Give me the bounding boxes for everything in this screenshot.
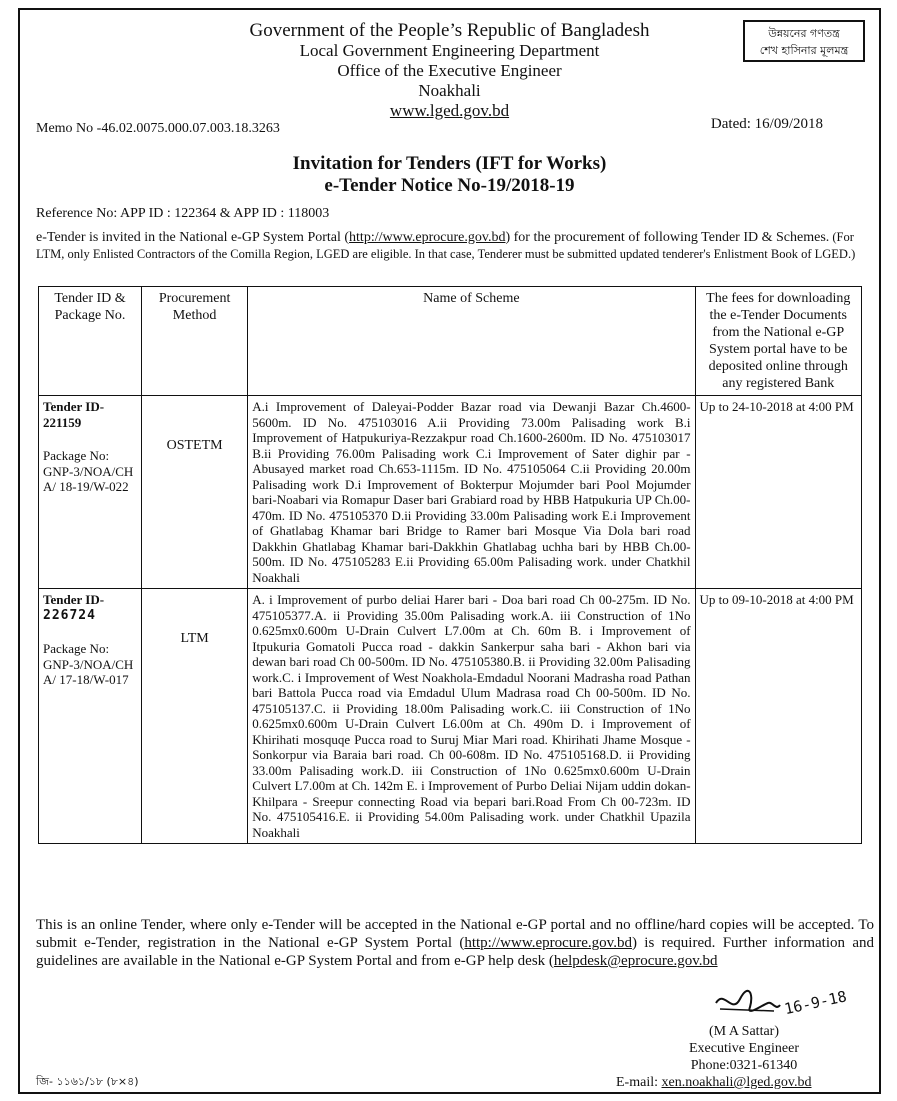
tender-id-handwritten: 226724	[43, 607, 96, 623]
header-procurement-method: Procurement Method	[141, 287, 247, 396]
tender-id-label: Tender ID-	[43, 399, 105, 414]
signatory-block	[614, 1023, 874, 1074]
notice-date: Dated: 16/09/2018	[710, 116, 823, 132]
table-row	[39, 396, 862, 589]
slogan-line-2: শেখ হাসিনার মূলমন্ত্র	[759, 44, 849, 57]
header-tender-id: Tender ID & Package No.	[39, 287, 142, 396]
procurement-method: OSTETM	[141, 396, 247, 589]
print-code: জি- ১১৬১/১৮ (৮×৪)	[36, 1075, 139, 1088]
signatory-phone: Phone:0321-61340	[690, 1058, 798, 1073]
package-number: Package No: GNP-3/NOA/CH A/ 17-18/W-017	[43, 641, 134, 687]
notice-page	[18, 8, 881, 1094]
department-name: Local Government Engineering Department	[299, 41, 600, 60]
procurement-method: LTM	[141, 589, 247, 844]
memo-number: Memo No -46.02.0075.000.07.003.18.3263	[36, 121, 280, 136]
tender-table	[38, 286, 862, 844]
footer-text-2: ) is required. Further information and guidelines are available in the National e-GP System Portal and from e-GP help desk (	[36, 935, 875, 969]
signatory-designation: Executive Engineer	[688, 1041, 799, 1056]
portal-link[interactable]: http://www.eprocure.gov.bd	[349, 230, 506, 245]
signatory-name: (M A Sattar)	[709, 1024, 779, 1039]
tender-id-label: Tender ID-	[43, 592, 105, 607]
slogan-box	[743, 20, 865, 62]
table-header-row	[39, 287, 862, 396]
title-line-2: e-Tender Notice No-19/2018-19	[324, 175, 575, 196]
email-label: E-mail:	[616, 1075, 662, 1090]
package-number: Package No: GNP-3/NOA/CH A/ 18-19/W-022	[43, 448, 134, 494]
signatory-email-line	[616, 1075, 812, 1091]
deadline: Up to 24-10-2018 at 4:00 PM	[695, 396, 861, 589]
reference-number: Reference No: APP ID : 122364 & APP ID : 118003	[36, 206, 330, 221]
notice-title	[20, 153, 879, 197]
footer-text-1: This is an online Tender, where only e-Tender will be accepted in the National e-GP portal and no offline/hard copies will be accepted. To submit e-Tender, registration in the National e-GP System Portal (	[36, 917, 874, 951]
signature-date: 16-9-18	[782, 987, 849, 1019]
title-line-1: Invitation for Tenders (IFT for Works)	[292, 153, 607, 174]
signatory-email-link[interactable]: xen.noakhali@lged.gov.bd	[661, 1075, 812, 1090]
footer-portal-link[interactable]: http://www.eprocure.gov.bd	[464, 935, 632, 951]
signature-scribble-icon	[710, 985, 850, 1027]
office-name: Office of the Executive Engineer	[337, 61, 562, 80]
district-name: Noakhali	[418, 81, 481, 100]
footer-paragraph	[36, 916, 874, 970]
intro-text-1: e-Tender is invited in the National e-GP System Portal (	[36, 230, 350, 245]
header-fees: The fees for downloading the e-Tender Documents from the National e-GP System portal have to be deposited online through any registered Bank	[695, 287, 861, 396]
intro-note: (For LTM, only Enlisted Contractors of the Comilla Region, LGED are eligible. In that case, Tenderer must be submitted updated tenderer's Enlistment Book of LGED.)	[36, 230, 856, 261]
government-name: Government of the People’s Republic of Bangladesh	[249, 20, 650, 41]
intro-text-2: ) for the procurement of following Tender ID & Schemes.	[505, 230, 830, 245]
tender-id-value: 221159	[43, 414, 82, 430]
intro-paragraph	[36, 229, 872, 263]
slogan-line-1: উন্নয়নের গণতন্ত্র	[768, 27, 840, 40]
helpdesk-email-link[interactable]: helpdesk@eprocure.gov.bd	[553, 953, 718, 969]
tender-id-cell	[39, 589, 142, 844]
scheme-description: A. i Improvement of purbo deliai Harer bari - Doa bari road Ch 00-275m. ID No. 475105377.A. ii Providing 35.00m Palisading work.A. iii Construction of 1No 0.625mx0.600m U-Drain Culvert L7.00m at Ch. 60m B. i Improvement of Itpukuria Gomatoli Pucca road - dakkin Sankerpur saha bari - Akhon bari via dewan bari road Ch 00-500m. ID No. 475105380.B. ii Providing 32.00m Palisading work.C. i Improvement of West Noakhola-Emdadul Noorani Madrasha road Pathan bari Battola Pucca road via Emdadul Ulum Madrasa road Ch 00-500m. ID No. 475105137.C. ii Providing 18.00m Palisading work.C. iii Construction of 1No 0.625mx0.600m U-Drain Culvert L6.00m at Ch. 490m D. i Improvement of Khirihati mosquqe Pucca road to Suruj Miar Mari road. Khirihati Jhame Mosque - Sonkorpur via Baraia bari road. Ch 00-608m. ID No. 475105168.D. ii Providing 33.00m Palisading work.D. iii Construction of 1No 0.625mx0.600m U-Drain Culvert L7.00m at Ch. 142m E. i Improvement of Purbo Deliai Nijam uddin dokan-Khilpara - Sreepur connecting Road via bepari bari.Road From Ch 00-723m. ID No. 475105416.E. ii Providing 54.00m Palisading work. under Chatkhil Upazila Noakhali	[248, 589, 695, 844]
header-scheme-name: Name of Scheme	[248, 287, 695, 396]
scheme-description: A.i Improvement of Daleyai-Podder Bazar road via Dewanji Bazar Ch.4600-5600m. ID No. 475103016 A.ii Providing 73.00m Palisading work B.i Improvement of Hatpukuriya-Rezzakpur road Ch.1600-2600m. ID No. 475103017 B.ii Providing 76.00m Palisading work C.i Improvement of Sater dighir par - Abusayed market road Ch.653-1115m. ID No. 475105064 C.ii Providing 20.00m Palisading work D.i Improvement of Bokterpur Mojumder bari Pool Mojumder bari-Noabari via Romapur Daser bari Grabiard road by HBB Hatpukuria UP Ch.00-470m. ID No. 475105370 D.ii Providing 33.00m Palisading work E.i Improvement of Ghatlabag Khamar bari Bridge to Ramer bari Mosque Via Dola bari road Dakkhin Ghatlabag Khamar bari-Dakkhin Ghatlabag uchha bari by HBB Ch.00-500m. ID No. 475105283 E.ii Providing 65.00m Palisading work. under Chatkhil Noakhali	[248, 396, 695, 589]
tender-id-cell	[39, 396, 142, 589]
deadline: Up to 09-10-2018 at 4:00 PM	[695, 589, 861, 844]
website-link[interactable]: www.lged.gov.bd	[389, 101, 510, 120]
table-row	[39, 589, 862, 844]
